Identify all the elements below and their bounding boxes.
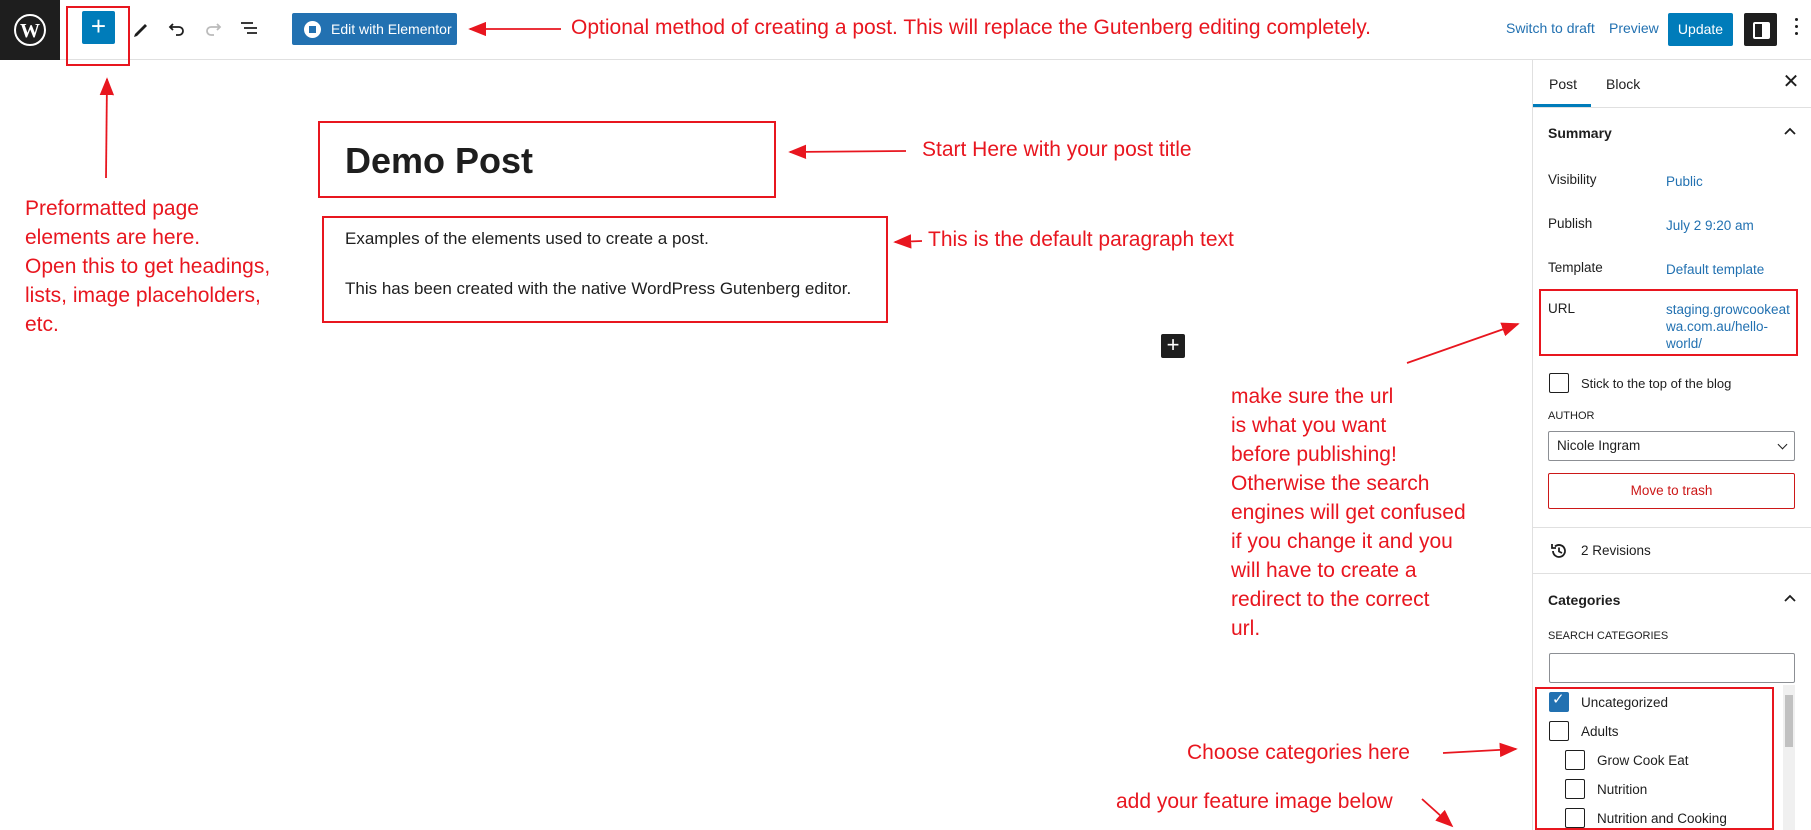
annotation-categories: Choose categories here [1187,741,1410,764]
categories-section-title[interactable]: Categories [1548,592,1621,608]
category-label: Nutrition [1597,782,1648,797]
arrow-to-title [790,151,906,152]
annotation-line: before publishing! [1231,443,1397,466]
preview-button[interactable]: Preview [1609,20,1659,36]
arrow-to-url [1407,324,1518,363]
visibility-value[interactable]: Public [1666,174,1703,189]
chevron-down-icon [1778,440,1788,450]
paragraph-block-1[interactable]: Examples of the elements used to create a post. [345,229,709,248]
publish-label: Publish [1548,216,1593,231]
template-value[interactable]: Default template [1666,262,1765,277]
template-label: Template [1548,260,1603,275]
category-label: Uncategorized [1581,695,1669,710]
annotation-line: etc. [25,313,59,336]
url-line: staging.growcookeat [1666,302,1790,317]
arrow-to-paragraph [895,241,922,242]
url-line: world/ [1666,336,1703,351]
document-overview-icon[interactable] [235,14,263,42]
update-button[interactable]: Update [1668,13,1733,46]
post-title[interactable]: Demo Post [345,140,534,181]
chevron-up-icon[interactable] [1783,591,1797,605]
annotation-line: Otherwise the search [1231,472,1430,495]
author-select[interactable] [1548,431,1795,461]
svg-text:W: W [20,20,40,42]
annotation-box-inserter [66,6,130,66]
category-label: Nutrition and Cooking [1597,811,1727,826]
annotation-line: elements are here. [25,226,201,249]
options-menu-icon[interactable] [1795,18,1799,40]
scrollbar-thumb[interactable] [1785,695,1793,747]
redo-icon[interactable] [199,14,227,42]
move-to-trash-button[interactable]: Move to trash [1548,473,1795,509]
edit-tools-icon[interactable] [127,14,155,42]
annotation-line: engines will get confused [1231,501,1466,524]
inline-block-inserter-button[interactable]: + [1161,334,1185,358]
elementor-icon [304,21,321,38]
chevron-up-icon[interactable] [1783,124,1797,138]
arrow-to-inserter [106,79,107,178]
categories-scrollbar[interactable] [1783,685,1795,830]
category-label: Grow Cook Eat [1597,753,1689,768]
annotation-line: is what you want [1231,414,1387,437]
annotation-line: if you change it and you [1231,530,1453,553]
annotation-box-categories [1535,687,1774,830]
url-label: URL [1548,301,1576,316]
sticky-checkbox[interactable] [1549,373,1569,393]
search-categories-label: SEARCH CATEGORIES [1548,630,1669,642]
visibility-label: Visibility [1548,172,1597,187]
annotation-line: make sure the url [1231,385,1394,408]
revisions-link[interactable]: 2 Revisions [1581,543,1651,558]
sticky-label: Stick to the top of the blog [1581,376,1732,391]
summary-section-title[interactable]: Summary [1548,125,1612,141]
annotation-url [1231,382,1466,643]
undo-icon[interactable] [163,14,191,42]
annotation-box-url [1539,289,1798,356]
paragraph-block-2[interactable]: This has been created with the native WordPress Gutenberg editor. [345,279,852,298]
annotation-paragraph: This is the default paragraph text [928,228,1234,251]
divider [1533,573,1811,574]
revisions-icon [1549,541,1569,561]
elementor-button-label: Edit with Elementor [331,21,452,37]
author-label: AUTHOR [1548,410,1595,422]
annotation-title: Start Here with your post title [922,138,1192,161]
search-categories-input[interactable] [1549,653,1795,683]
annotation-line: will have to create a [1231,559,1417,582]
divider [1533,527,1811,528]
sidebar-tabs [1533,60,1811,108]
annotation-line: lists, image placeholders, [25,284,261,307]
annotation-line: url. [1231,617,1261,640]
switch-to-draft-button[interactable]: Switch to draft [1506,20,1595,36]
edit-with-elementor-button[interactable] [292,13,457,45]
annotation-box-paragraph [322,216,888,323]
publish-value[interactable]: July 2 9:20 am [1666,218,1754,233]
annotation-line: Preformatted page [25,197,199,220]
annotation-box-title [318,121,776,198]
arrow-to-feature-image [1422,799,1452,826]
annotation-line: Open this to get headings, [25,255,271,278]
annotation-line: redirect to the correct [1231,588,1430,611]
url-line: wa.com.au/hello- [1666,319,1769,334]
tab-block[interactable]: Block [1606,76,1641,92]
close-icon[interactable]: ✕ [1782,71,1800,93]
author-value: Nicole Ingram [1557,438,1641,453]
arrow-to-categories [1443,749,1516,753]
category-label: Adults [1581,724,1619,739]
tab-post[interactable]: Post [1549,76,1578,92]
settings-sidebar-toggle-icon[interactable] [1744,13,1777,46]
active-tab-indicator [1533,104,1591,107]
wordpress-logo-icon[interactable] [0,0,60,60]
annotation-inserter [25,194,270,339]
annotation-elementor: Optional method of creating a post. This will replace the Gutenberg editing completely. [571,16,1371,39]
annotation-feature-image: add your feature image below [1116,790,1393,813]
block-inserter-button[interactable]: + [82,11,115,44]
